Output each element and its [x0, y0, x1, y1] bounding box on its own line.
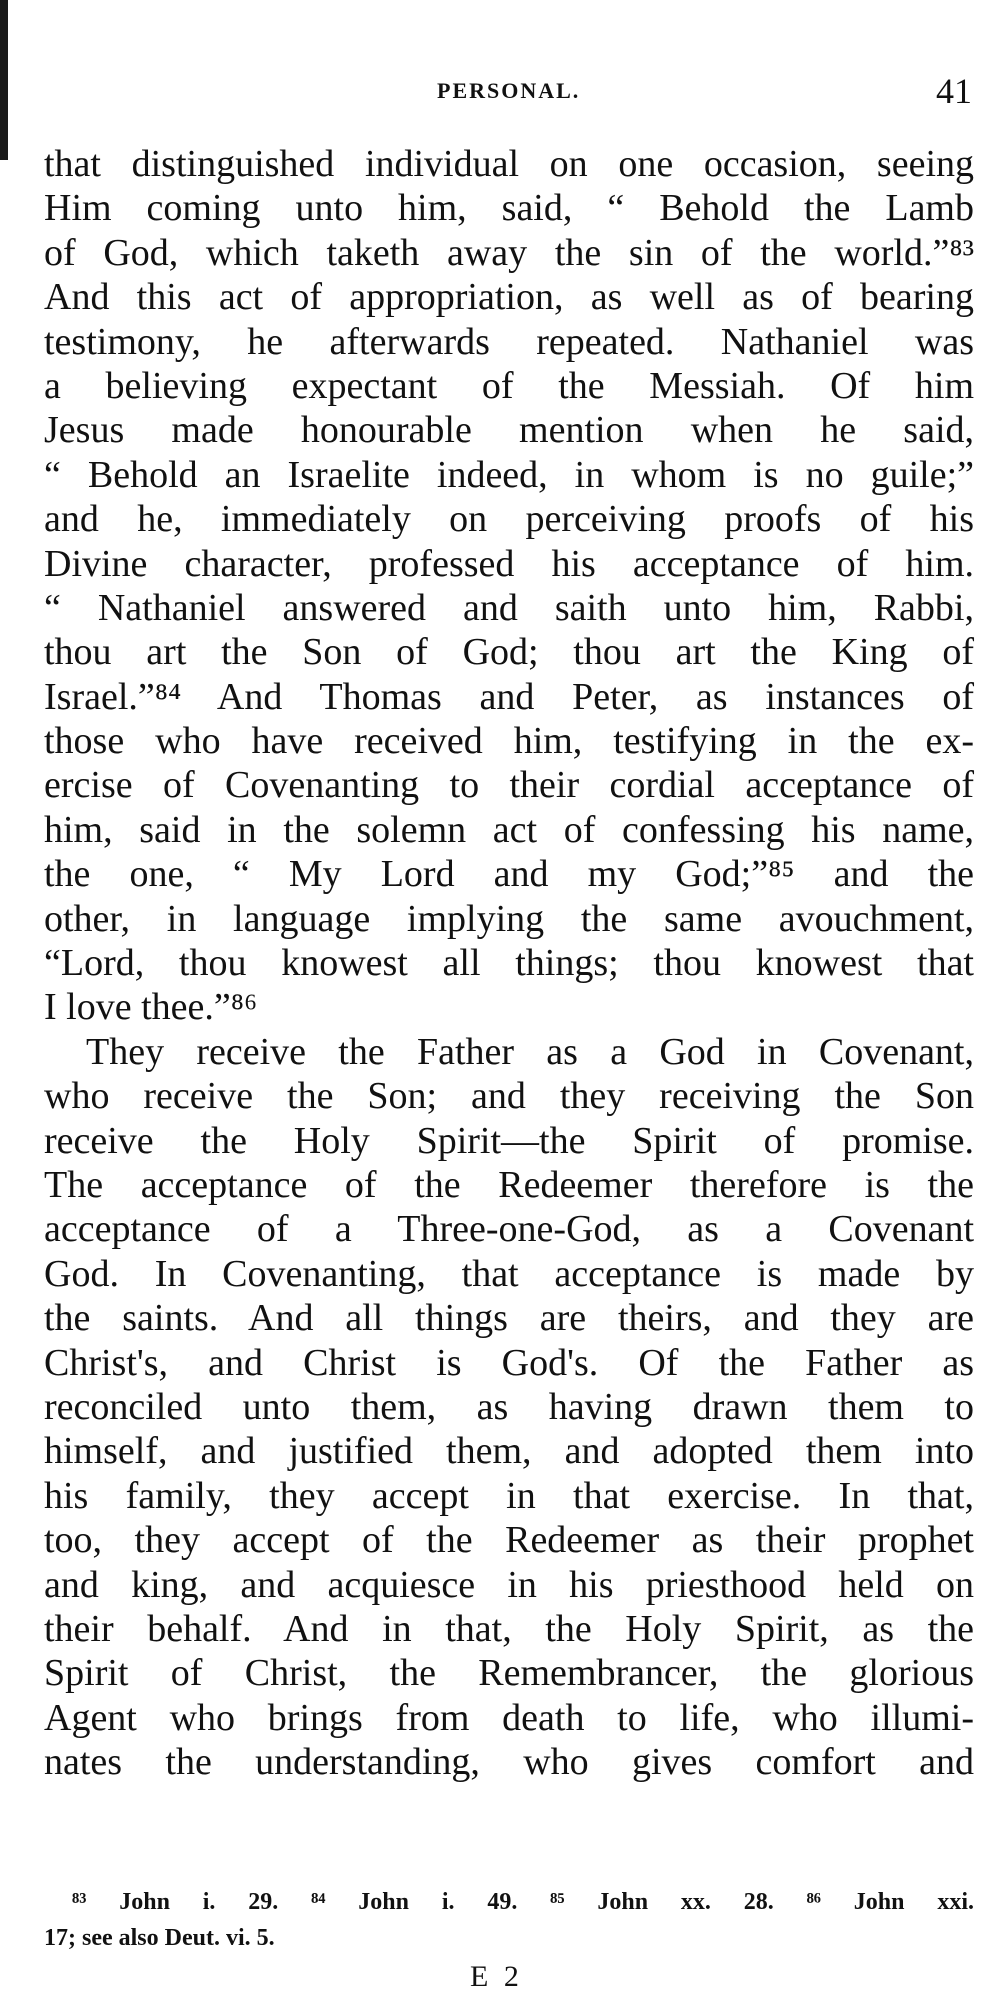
- running-header: [0, 70, 1000, 120]
- text-line: And this act of appropriation, as well as of bearing: [44, 276, 974, 319]
- body-text: [44, 142, 974, 1784]
- text-line: “Lord, thou knowest all things; thou knowest that: [44, 942, 974, 985]
- text-line: the one, “ My Lord and my God;”⁸⁵ and the: [44, 853, 974, 896]
- text-line: thou art the Son of God; thou art the King of: [44, 631, 974, 674]
- footnote-line: ⁸³ John i. 29. ⁸⁴ John i. 49. ⁸⁵ John xx. 28. ⁸⁶ John xxi.: [72, 1889, 974, 1915]
- text-line: and he, immediately on perceiving proofs of his: [44, 498, 974, 541]
- text-line: receive the Holy Spirit—the Spirit of promise.: [44, 1119, 974, 1162]
- text-line: nates the understanding, who gives comfort and: [44, 1741, 974, 1784]
- text-line: Him coming unto him, said, “ Behold the Lamb: [44, 187, 974, 230]
- footnote-line: 17; see also Deut. vi. 5.: [44, 1925, 275, 1951]
- text-line: Israel.”⁸⁴ And Thomas and Peter, as instances of: [44, 675, 974, 718]
- footnotes: [44, 1884, 974, 1956]
- text-line: Divine character, professed his acceptance of him.: [44, 542, 974, 585]
- text-line: a believing expectant of the Messiah. Of him: [44, 364, 974, 407]
- text-line: Spirit of Christ, the Remembrancer, the glorious: [44, 1652, 974, 1695]
- text-line: of God, which taketh away the sin of the world.”⁸³: [44, 231, 974, 274]
- text-line: “ Nathaniel answered and saith unto him, Rabbi,: [44, 586, 974, 629]
- text-line: testimony, he afterwards repeated. Nathaniel was: [44, 320, 974, 363]
- paragraph-end-line: I love thee.”⁸⁶: [44, 986, 258, 1029]
- text-line: too, they accept of the Redeemer as their prophet: [44, 1519, 974, 1562]
- signature-mark: E 2: [470, 1960, 523, 1993]
- page-number: 41: [936, 71, 972, 111]
- text-line: other, in language implying the same avouchment,: [44, 897, 974, 940]
- text-line: that distinguished individual on one occasion, seeing: [44, 143, 974, 185]
- text-line: God. In Covenanting, that acceptance is made by: [44, 1252, 974, 1295]
- text-line: Agent who brings from death to life, who illumi-: [44, 1696, 974, 1739]
- text-line: himself, and justified them, and adopted them into: [44, 1430, 974, 1473]
- text-line: who receive the Son; and they receiving the Son: [44, 1075, 974, 1118]
- running-title: PERSONAL.: [437, 78, 581, 103]
- text-line: The acceptance of the Redeemer therefore is the: [44, 1163, 974, 1206]
- paragraph-start-line: They receive the Father as a God in Covenant,: [86, 1030, 974, 1073]
- text-line: Christ's, and Christ is God's. Of the Father as: [44, 1341, 974, 1384]
- text-line: the saints. And all things are theirs, and they are: [44, 1297, 974, 1340]
- text-line: ercise of Covenanting to their cordial acceptance of: [44, 764, 974, 807]
- text-line: reconciled unto them, as having drawn them to: [44, 1385, 974, 1428]
- text-line: those who have received him, testifying in the ex-: [44, 720, 974, 763]
- text-line: “ Behold an Israelite indeed, in whom is no guile;”: [44, 453, 974, 496]
- text-line: him, said in the solemn act of confessing his name,: [44, 808, 974, 851]
- text-line: their behalf. And in that, the Holy Spirit, as the: [44, 1607, 974, 1650]
- text-line: and king, and acquiesce in his priesthood held on: [44, 1563, 974, 1606]
- text-line: acceptance of a Three-one-God, as a Covenant: [44, 1208, 974, 1251]
- text-line: Jesus made honourable mention when he said,: [44, 409, 974, 452]
- text-line: his family, they accept in that exercise. In that,: [44, 1474, 974, 1517]
